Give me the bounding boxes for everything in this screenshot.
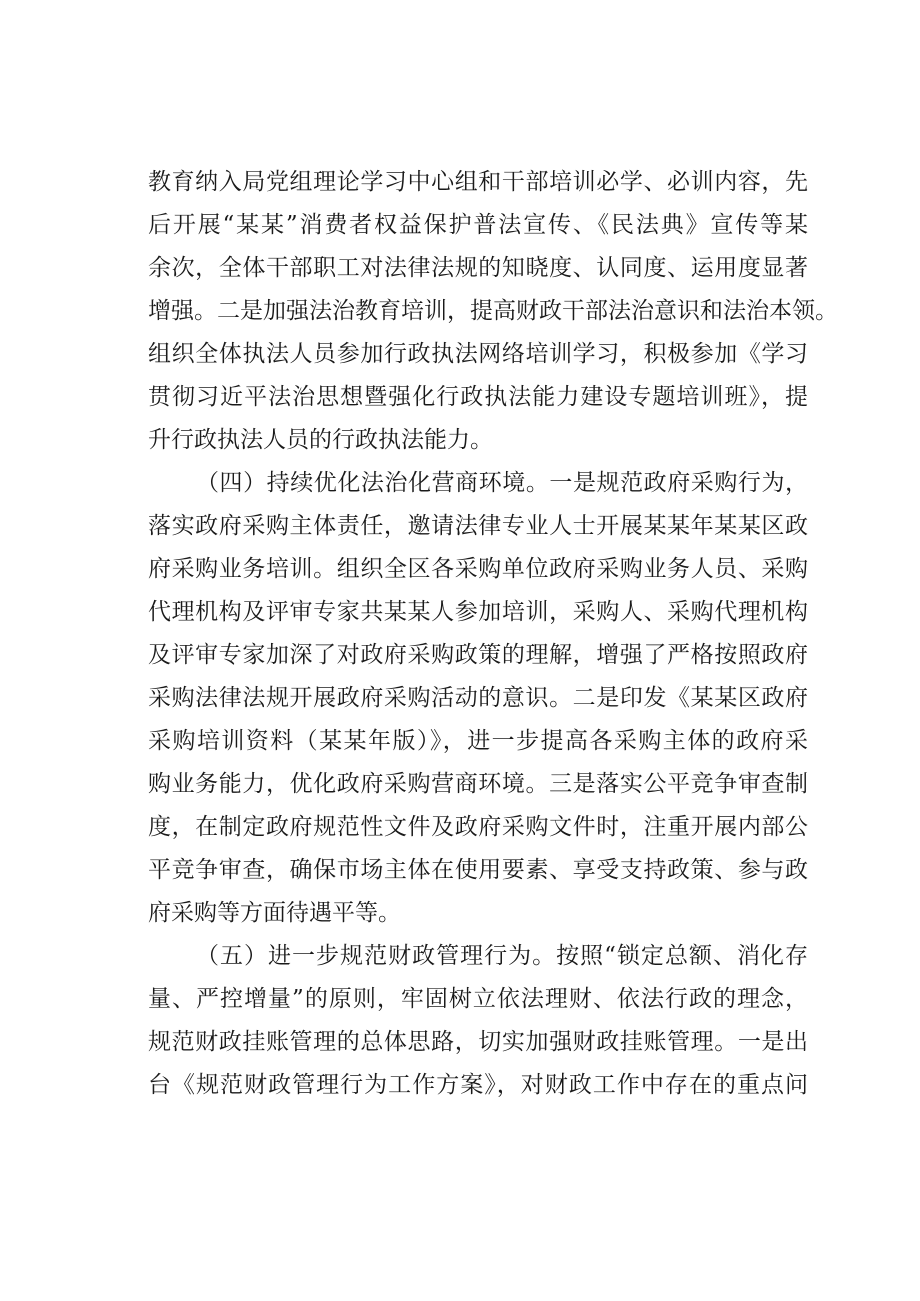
text-line: 府采购业务培训。组织全区各采购单位政府采购业务人员、采购 [148,556,808,582]
section-heading-line: （五）进一步规范财政管理行为。按照“锁定总额、消化存 [196,943,808,969]
text-line: 代理机构及评审专家共某某人参加培训，采购人、采购代理机构 [148,599,808,625]
text-line: 升行政执法人员的行政执法能力。 [148,427,493,453]
text-line: 购业务能力，优化政府采购营商环境。三是落实公平竞争审查制 [148,771,808,797]
text-line: 采购培训资料（某某年版）》，进一步提高各采购主体的政府采 [148,728,808,754]
text-line: 台《规范财政管理行为工作方案》，对财政工作中存在的重点问 [148,1072,808,1098]
text-line: 府采购等方面待遇平等。 [148,900,401,926]
section-heading-line: （四）持续优化法治化营商环境。一是规范政府采购行为， [196,470,808,496]
text-line: 及评审专家加深了对政府采购政策的理解，增强了严格按照政府 [148,642,808,668]
text-line: 量、严控增量”的原则，牢固树立依法理财、依法行政的理念， [148,986,808,1012]
text-line: 落实政府采购主体责任，邀请法律专业人士开展某某年某某区政 [148,513,808,539]
text-line: 教育纳入局党组理论学习中心组和干部培训必学、必训内容，先 [148,169,808,195]
text-line: 规范财政挂账管理的总体思路，切实加强财政挂账管理。一是出 [148,1029,808,1055]
text-line: 后开展“某某”消费者权益保护普法宣传、《民法典》宣传等某 [148,212,808,238]
text-line: 平竞争审查，确保市场主体在使用要素、享受支持政策、参与政 [148,857,808,883]
text-line: 增强。二是加强法治教育培训，提高财政干部法治意识和法治本领。 [148,298,838,324]
text-line: 贯彻习近平法治思想暨强化行政执法能力建设专题培训班》，提 [148,384,808,410]
text-line: 余次，全体干部职工对法律法规的知晓度、认同度、运用度显著 [148,255,808,281]
text-line: 采购法律法规开展政府采购活动的意识。二是印发《某某区政府 [148,685,808,711]
text-line: 度，在制定政府规范性文件及政府采购文件时，注重开展内部公 [148,814,808,840]
text-line: 组织全体执法人员参加行政执法网络培训学习，积极参加《学习 [148,341,808,367]
